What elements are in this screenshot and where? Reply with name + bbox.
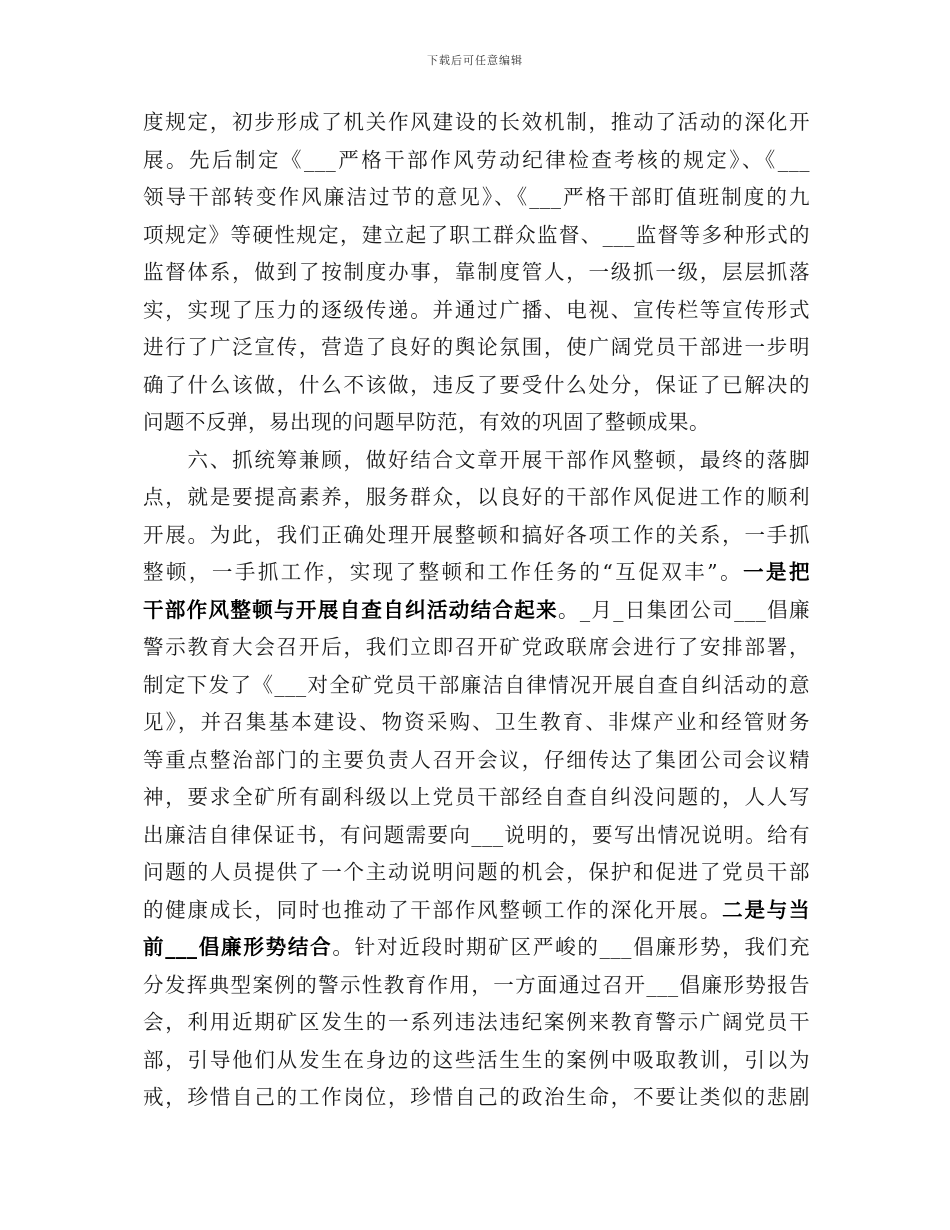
text-segment: 进行了广泛宣传，营造了良好的舆论氛围，使广阔党员干部进一步明: [143, 335, 810, 359]
text-line: [143, 179, 810, 217]
text-segment: 见》，并召集基本建设、物资采购、卫生教育、非煤产业和经管财务: [143, 710, 810, 734]
text-line: [143, 442, 810, 480]
text-line: [143, 1079, 810, 1117]
text-segment: 等重点整治部门的主要负责人召开会议，仔细传达了集团公司会议精: [143, 747, 810, 772]
text-segment: 戒，珍惜自己的工作岗位，珍惜自己的政治生命，不要让类似的悲剧: [143, 1085, 810, 1109]
bold-phrase: 二是与当: [722, 897, 810, 922]
text-line: [143, 104, 810, 142]
text-segment: 问题不反弹，易出现的问题早防范，有效的巩固了整顿成果。: [143, 410, 710, 434]
text-line: [143, 367, 810, 405]
text-segment: 问题的人员提供了一个主动说明问题的机会，保护和促进了党员干部: [143, 860, 810, 884]
text-line: [143, 629, 810, 667]
text-segment: 六、抓统筹兼顾，做好结合文章开展干部作风整顿，最终的落脚: [143, 447, 810, 472]
page-header: 下载后可任意编辑: [427, 54, 523, 67]
text-segment: 。针对近段时期矿区严峻的___倡廉形势，我们充: [332, 935, 811, 959]
bold-phrase: 干部作风整顿与开展自查自纠活动结合起来: [143, 597, 558, 622]
text-segment: 神，要求全矿所有副科级以上党员干部经自查自纠没问题的，人人写: [143, 785, 810, 809]
text-line: [143, 817, 810, 855]
text-line: [143, 142, 810, 180]
bold-phrase: 一是把: [743, 560, 810, 584]
text-segment: 会，利用近期矿区发生的一系列违法违纪案例来教育警示广阔党员干: [143, 1010, 810, 1034]
text-segment: 展。先后制定《___严格干部作风劳动纪律检查考核的规定》、《___: [143, 147, 810, 172]
text-line: [143, 1004, 810, 1042]
text-line: [143, 854, 810, 892]
text-line: [143, 592, 810, 630]
text-line: [143, 254, 810, 292]
text-line: [143, 554, 810, 592]
text-segment: 点，就是要提高素养，服务群众，以良好的干部作风促进工作的顺利: [143, 485, 810, 509]
document-body: [143, 104, 810, 1117]
text-segment: 。_月_日集团公司___倡廉: [558, 597, 811, 622]
text-line: [143, 779, 810, 817]
text-segment: 整顿，一手抓工作，实现了整顿和工作任务的“互促双丰”。: [143, 560, 744, 584]
text-segment: 分发挥典型案例的警示性教育作用，一方面通过召开___倡廉形势报告: [143, 972, 810, 997]
text-segment: 实，实现了压力的逐级传递。并通过广播、电视、宣传栏等宣传形式: [143, 297, 810, 322]
text-segment: 警示教育大会召开后，我们立即召开矿党政联席会进行了安排部署，: [143, 635, 810, 659]
text-segment: 监督体系，做到了按制度办事，靠制度管人，一级抓一级，层层抓落: [143, 260, 810, 284]
text-segment: 开展。为此，我们正确处理开展整顿和搞好各项工作的关系，一手抓: [143, 522, 810, 547]
text-line: [143, 704, 810, 742]
text-segment: 项规定》等硬性规定，建立起了职工群众监督、___监督等多种形式的: [143, 222, 810, 247]
text-line: [143, 1042, 810, 1080]
bold-phrase: 前___倡廉形势结合: [143, 935, 333, 959]
text-segment: 制定下发了《___对全矿党员干部廉洁自律情况开展自查自纠活动的意: [143, 672, 810, 697]
text-segment: 出廉洁自律保证书，有问题需要向___说明的，要写出情况说明。给有: [143, 822, 810, 847]
text-segment: 的健康成长，同时也推动了干部作风整顿工作的深化开展。: [143, 897, 723, 922]
text-line: [143, 479, 810, 517]
text-line: [143, 967, 810, 1005]
text-segment: 确了什么该做，什么不该做，违反了要受什么处分，保证了已解决的: [143, 372, 810, 397]
text-segment: 度规定，初步形成了机关作风建设的长效机制，推动了活动的深化开: [143, 110, 810, 134]
text-line: [143, 742, 810, 780]
text-line: [143, 667, 810, 705]
text-line: [143, 517, 810, 555]
text-segment: 部，引导他们从发生在身边的这些活生生的案例中吸取教训，引以为: [143, 1047, 810, 1072]
text-line: [143, 892, 810, 930]
text-line: [143, 217, 810, 255]
text-line: [143, 404, 810, 442]
text-segment: 领导干部转变作风廉洁过节的意见》、《___严格干部盯值班制度的九: [143, 185, 810, 209]
text-line: [143, 929, 810, 967]
text-line: [143, 292, 810, 330]
text-line: [143, 329, 810, 367]
